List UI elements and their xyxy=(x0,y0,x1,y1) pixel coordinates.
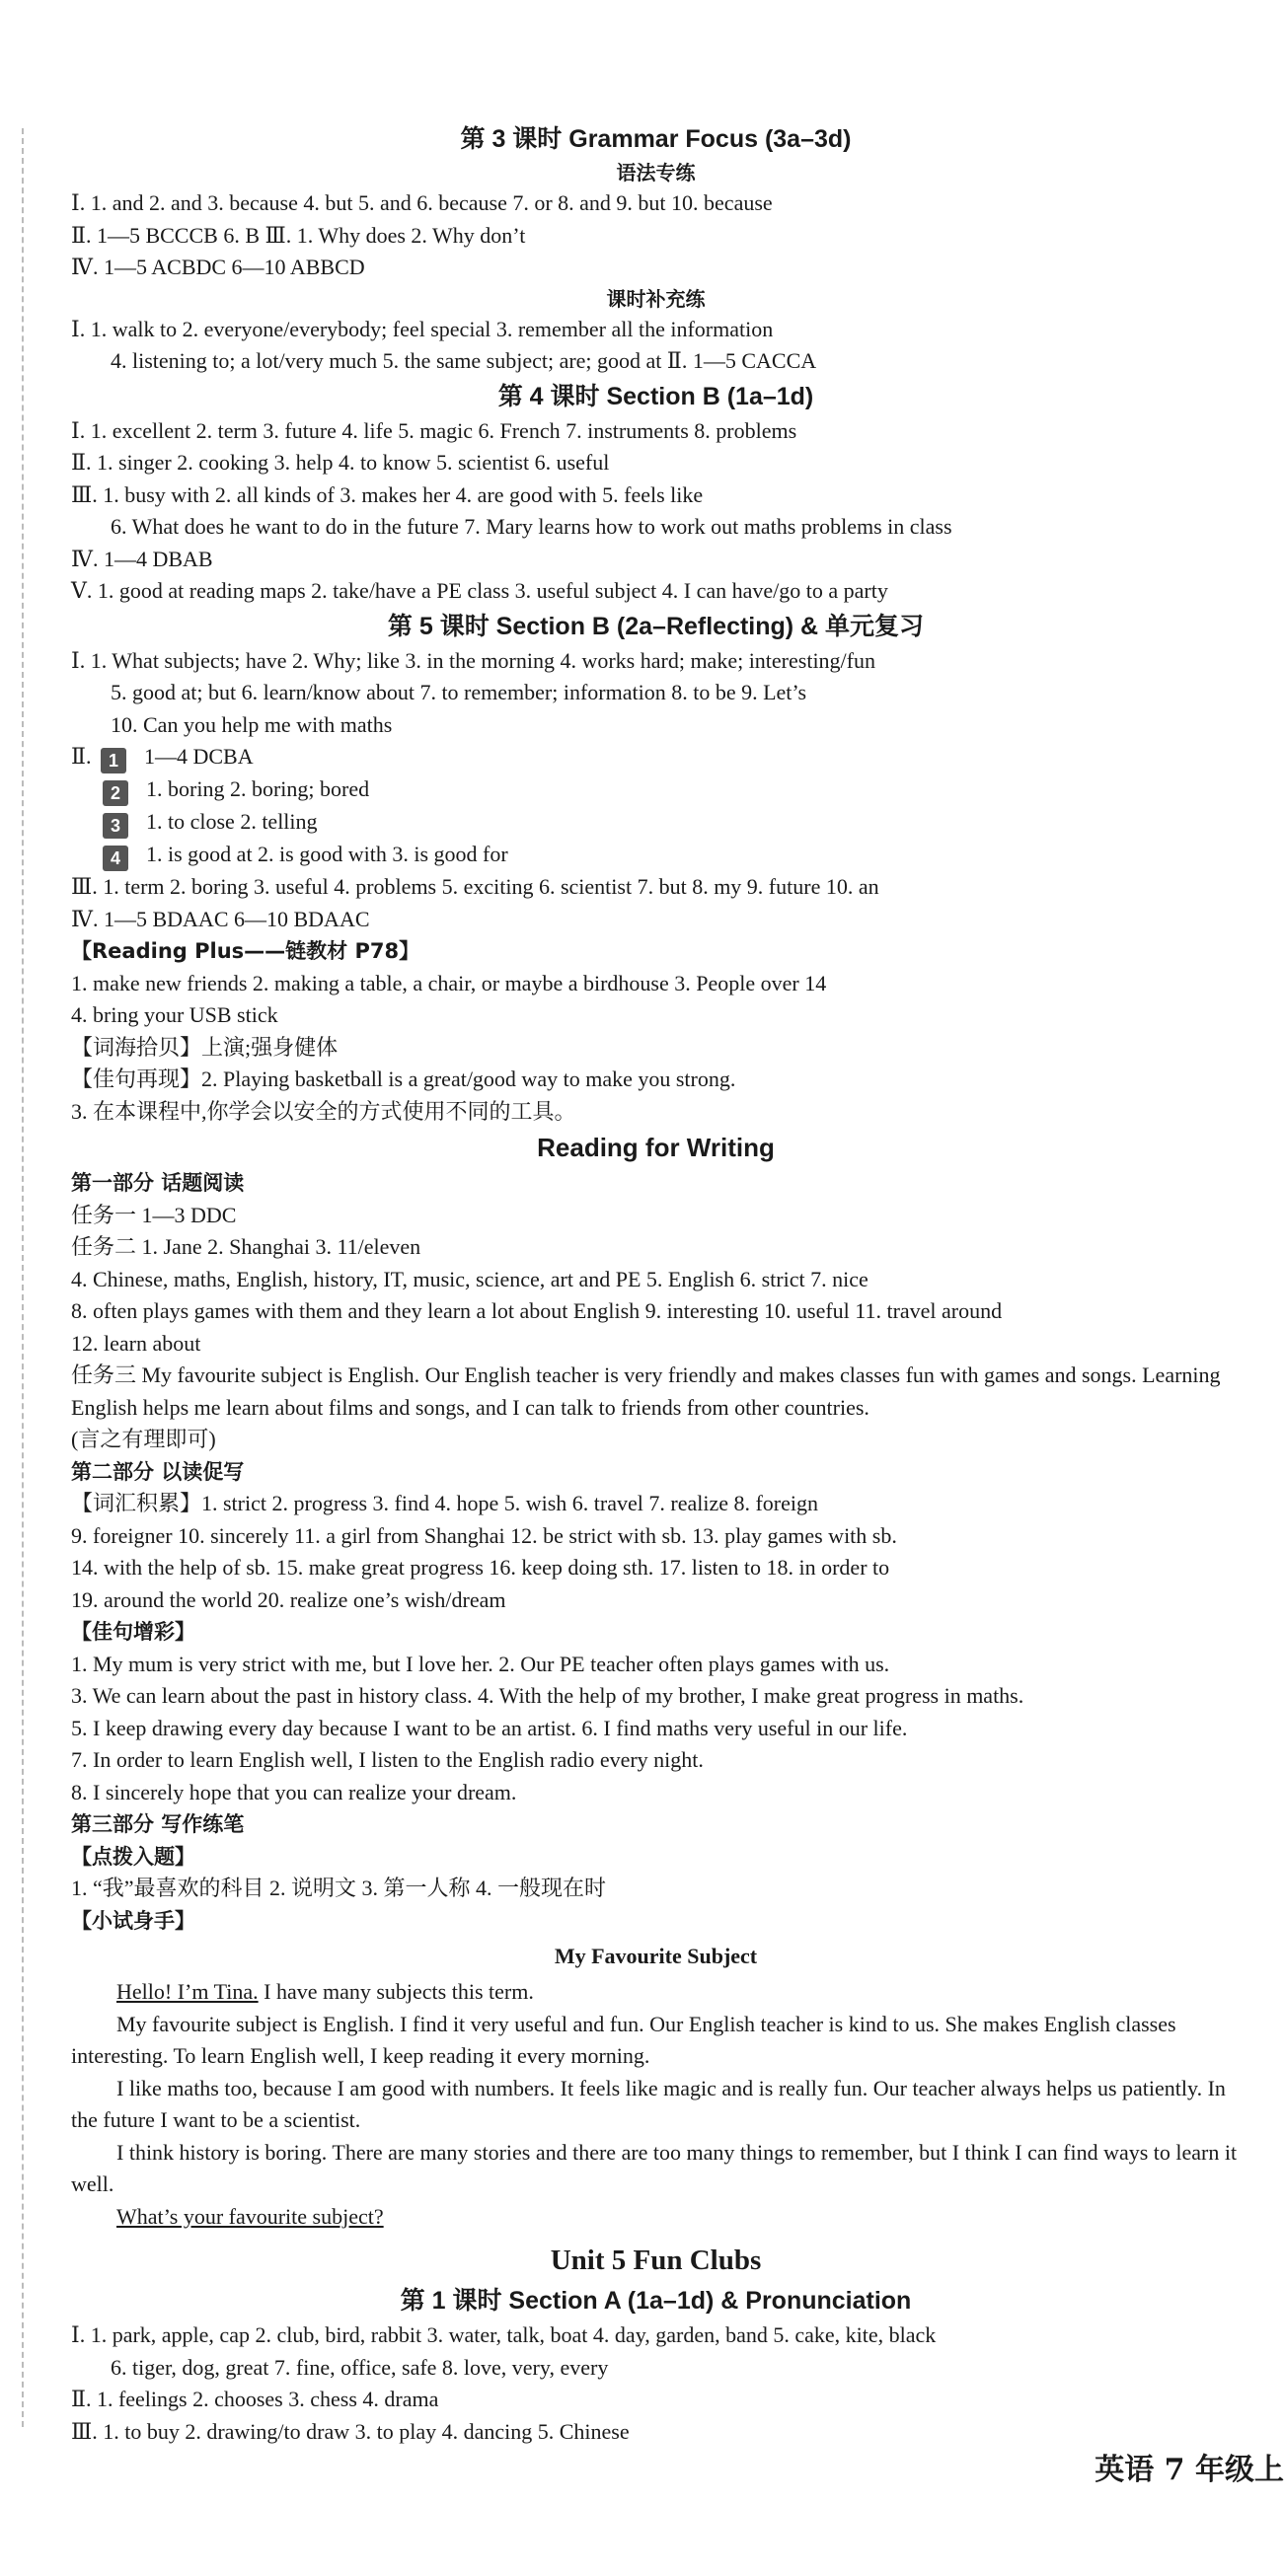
answer-content xyxy=(71,120,1241,2448)
number-box-icon: 1 xyxy=(101,748,126,773)
jiaju-label: 【佳句增彩】 xyxy=(71,1620,195,1644)
answer-line xyxy=(71,741,1241,773)
answer-line: 14. with the help of sb. 15. make great progress 16. keep doing sth. 17. listen to 18. in order to xyxy=(71,1555,890,1580)
unit5-lesson1-heading: 第 1 课时 Section A (1a–1d) & Pronunciation xyxy=(400,2287,912,2315)
essay-opening xyxy=(71,1976,1241,2009)
jiaju-line: 【佳句再现】2. Playing basketball is a great/good way to make you strong. xyxy=(71,1067,736,1091)
number-box-icon: 4 xyxy=(103,846,128,871)
answer-line: 8. I sincerely hope that you can realize your dream. xyxy=(71,1779,517,1804)
unit5-heading: Unit 5 Fun Clubs xyxy=(550,2245,762,2276)
dianbo-label: 【点拨入题】 xyxy=(71,1844,195,1869)
answer-line: 任务一 1—3 DDC xyxy=(71,1202,237,1227)
answer-line: 【词汇积累】1. strict 2. progress 3. find 4. hope 5. wish 6. travel 7. realize 8. foreign xyxy=(71,1491,819,1515)
essay-opening-rest: I have many subjects this term. xyxy=(258,1979,534,2004)
answer-line: 1. make new friends 2. making a table, a chair, or maybe a birdhouse 3. People over 14 xyxy=(71,970,827,995)
number-box-icon: 3 xyxy=(103,813,128,839)
answer-text: 1. to close 2. telling xyxy=(146,809,318,834)
answer-line: Ⅰ. 1. park, apple, cap 2. club, bird, rabbit 3. water, talk, boat 4. day, garden, band 5. cake, kite, black xyxy=(71,2322,937,2347)
answer-line: 4. Chinese, maths, English, history, IT, music, science, art and PE 5. English 6. strict 7. nice xyxy=(71,1266,869,1291)
answer-line: 任务二 1. Jane 2. Shanghai 3. 11/eleven xyxy=(71,1234,421,1259)
answer-line xyxy=(71,773,1241,806)
grammar-practice-subheading: 语法专练 xyxy=(616,161,696,184)
answer-text: 1. boring 2. boring; bored xyxy=(146,776,370,801)
answer-line: 5. I keep drawing every day because I want to be an artist. 6. I find maths very useful in our life. xyxy=(71,1715,908,1740)
essay-paragraph: I like maths too, because I am good with numbers. It feels like magic and is really fun. Our teacher always helps us patiently. In the future I want to be a scientist. xyxy=(71,2075,1226,2132)
lesson3-heading: 第 3 课时 Grammar Focus (3a–3d) xyxy=(460,125,852,153)
answer-line: Ⅳ. 1—4 DBAB xyxy=(71,546,213,571)
reading-plus-label: 【Reading Plus——链教材 P78】 xyxy=(71,939,420,963)
lesson4-heading: 第 4 课时 Section B (1a–1d) xyxy=(497,382,814,410)
answer-line: Ⅲ. 1. term 2. boring 3. useful 4. problems 5. exciting 6. scientist 7. but 8. my 9. future 10. an xyxy=(71,874,879,899)
answer-line: 6. What does he want to do in the future 7. Mary learns how to work out maths problems in class xyxy=(111,514,952,539)
answer-line: 9. foreigner 10. sincerely 11. a girl from Shanghai 12. be strict with sb. 13. play games with sb. xyxy=(71,1522,897,1548)
practice-subheading: 课时补充练 xyxy=(606,286,706,311)
answer-line: Ⅱ. 1—5 BCCCB 6. B Ⅲ. 1. Why does 2. Why don’t xyxy=(71,222,526,248)
answer-line xyxy=(71,806,1241,839)
lesson5-heading: 第 5 课时 Section B (2a–Reflecting) & 单元复习 xyxy=(387,612,925,640)
xiaoshi-label: 【小试身手】 xyxy=(71,1908,195,1933)
answer-line: Ⅰ. 1. and 2. and 3. because 4. but 5. and 6. because 7. or 8. and 9. but 10. because xyxy=(71,190,773,215)
answer-line: Ⅳ. 1—5 BDAAC 6—10 BDAAC xyxy=(71,906,370,931)
part-label: Ⅱ. xyxy=(71,744,92,769)
answer-line: Ⅴ. 1. good at reading maps 2. take/have a PE class 3. useful subject 4. I can have/go to a party xyxy=(71,578,888,603)
answer-line: 8. often plays games with them and they learn a lot about English 9. interesting 10. useful 11. travel around xyxy=(71,1298,1003,1323)
answer-line: 5. good at; but 6. learn/know about 7. to remember; information 8. to be 9. Let’s xyxy=(111,680,807,704)
part2-label: 第二部分 以读促写 xyxy=(71,1459,245,1484)
essay-title: My Favourite Subject xyxy=(554,1944,758,1968)
essay-closing xyxy=(71,2201,1241,2234)
essay-greeting: Hello! I’m Tina. xyxy=(116,1979,259,2004)
answer-line: Ⅱ. 1. singer 2. cooking 3. help 4. to know 5. scientist 6. useful xyxy=(71,450,610,475)
essay-closing-text: What’s your favourite subject? xyxy=(116,2203,384,2229)
answer-line: 4. listening to; a lot/very much 5. the same subject; are; good at Ⅱ. 1—5 CACCA xyxy=(111,348,817,373)
answer-line: Ⅰ. 1. What subjects; have 2. Why; like 3. in the morning 4. works hard; make; interesting/fun xyxy=(71,647,875,673)
answer-line: 7. In order to learn English well, I listen to the English radio every night. xyxy=(71,1747,704,1772)
answer-line: Ⅲ. 1. busy with 2. all kinds of 3. makes her 4. are good with 5. feels like xyxy=(71,481,704,507)
task3-paragraph: 任务三 My favourite subject is English. Our English teacher is very friendly and makes classes fun with games and songs. Learning English helps me learn about films and songs, and I can talk to friends from other countries. xyxy=(71,1362,1221,1420)
task3-note: (言之有理即可) xyxy=(71,1427,216,1451)
part1-label: 第一部分 话题阅读 xyxy=(71,1171,245,1195)
answer-line: 1. My mum is very strict with me, but I love her. 2. Our PE teacher often plays games with us. xyxy=(71,1651,890,1676)
answer-line: Ⅱ. 1. feelings 2. chooses 3. chess 4. drama xyxy=(71,2387,439,2411)
answer-line: Ⅳ. 1—5 ACBDC 6—10 ABBCD xyxy=(71,255,365,279)
page-footer: 英语 7 年级上 xyxy=(1095,2453,1284,2487)
number-box-icon: 2 xyxy=(103,780,128,806)
answer-line: 4. bring your USB stick xyxy=(71,1002,278,1027)
answer-line: Ⅰ. 1. excellent 2. term 3. future 4. life 5. magic 6. French 7. instruments 8. problems xyxy=(71,417,797,443)
answer-text: 1. is good at 2. is good with 3. is good for xyxy=(146,842,508,866)
binding-dashed-line xyxy=(22,128,24,2427)
answer-text: 1—4 DCBA xyxy=(143,744,254,769)
answer-line: 6. tiger, dog, great 7. fine, office, safe 8. love, very, every xyxy=(111,2354,609,2380)
answer-line: Ⅲ. 1. to buy 2. drawing/to draw 3. to play 4. dancing 5. Chinese xyxy=(71,2418,630,2444)
part3-label: 第三部分 写作练笔 xyxy=(71,1812,245,1836)
essay-paragraph: I think history is boring. There are many stories and there are too many things to remember, but I think I can find ways to learn it well. xyxy=(71,2139,1238,2196)
answer-line: 12. learn about xyxy=(71,1330,201,1356)
reading-for-writing-heading: Reading for Writing xyxy=(537,1133,775,1162)
essay-paragraph: My favourite subject is English. I find it very useful and fun. Our English teacher is kind to us. She makes English classes interesting. To learn English well, I keep reading it every morning. xyxy=(71,2011,1176,2068)
answer-line: Ⅰ. 1. walk to 2. everyone/everybody; feel special 3. remember all the information xyxy=(71,316,774,341)
answer-line: 10. Can you help me with maths xyxy=(111,711,393,737)
answer-line: 3. We can learn about the past in history class. 4. With the help of my brother, I make great progress in maths. xyxy=(71,1683,1024,1708)
answer-line: 1. “我”最喜欢的科目 2. 说明文 3. 第一人称 4. 一般现在时 xyxy=(71,1876,607,1900)
answer-line: 19. around the world 20. realize one’s wish/dream xyxy=(71,1586,506,1612)
answer-line xyxy=(71,839,1241,871)
jiaju-line: 3. 在本课程中,你学会以安全的方式使用不同的工具。 xyxy=(71,1098,576,1124)
cihai-line: 【词海拾贝】上演;强身健体 xyxy=(71,1034,339,1060)
